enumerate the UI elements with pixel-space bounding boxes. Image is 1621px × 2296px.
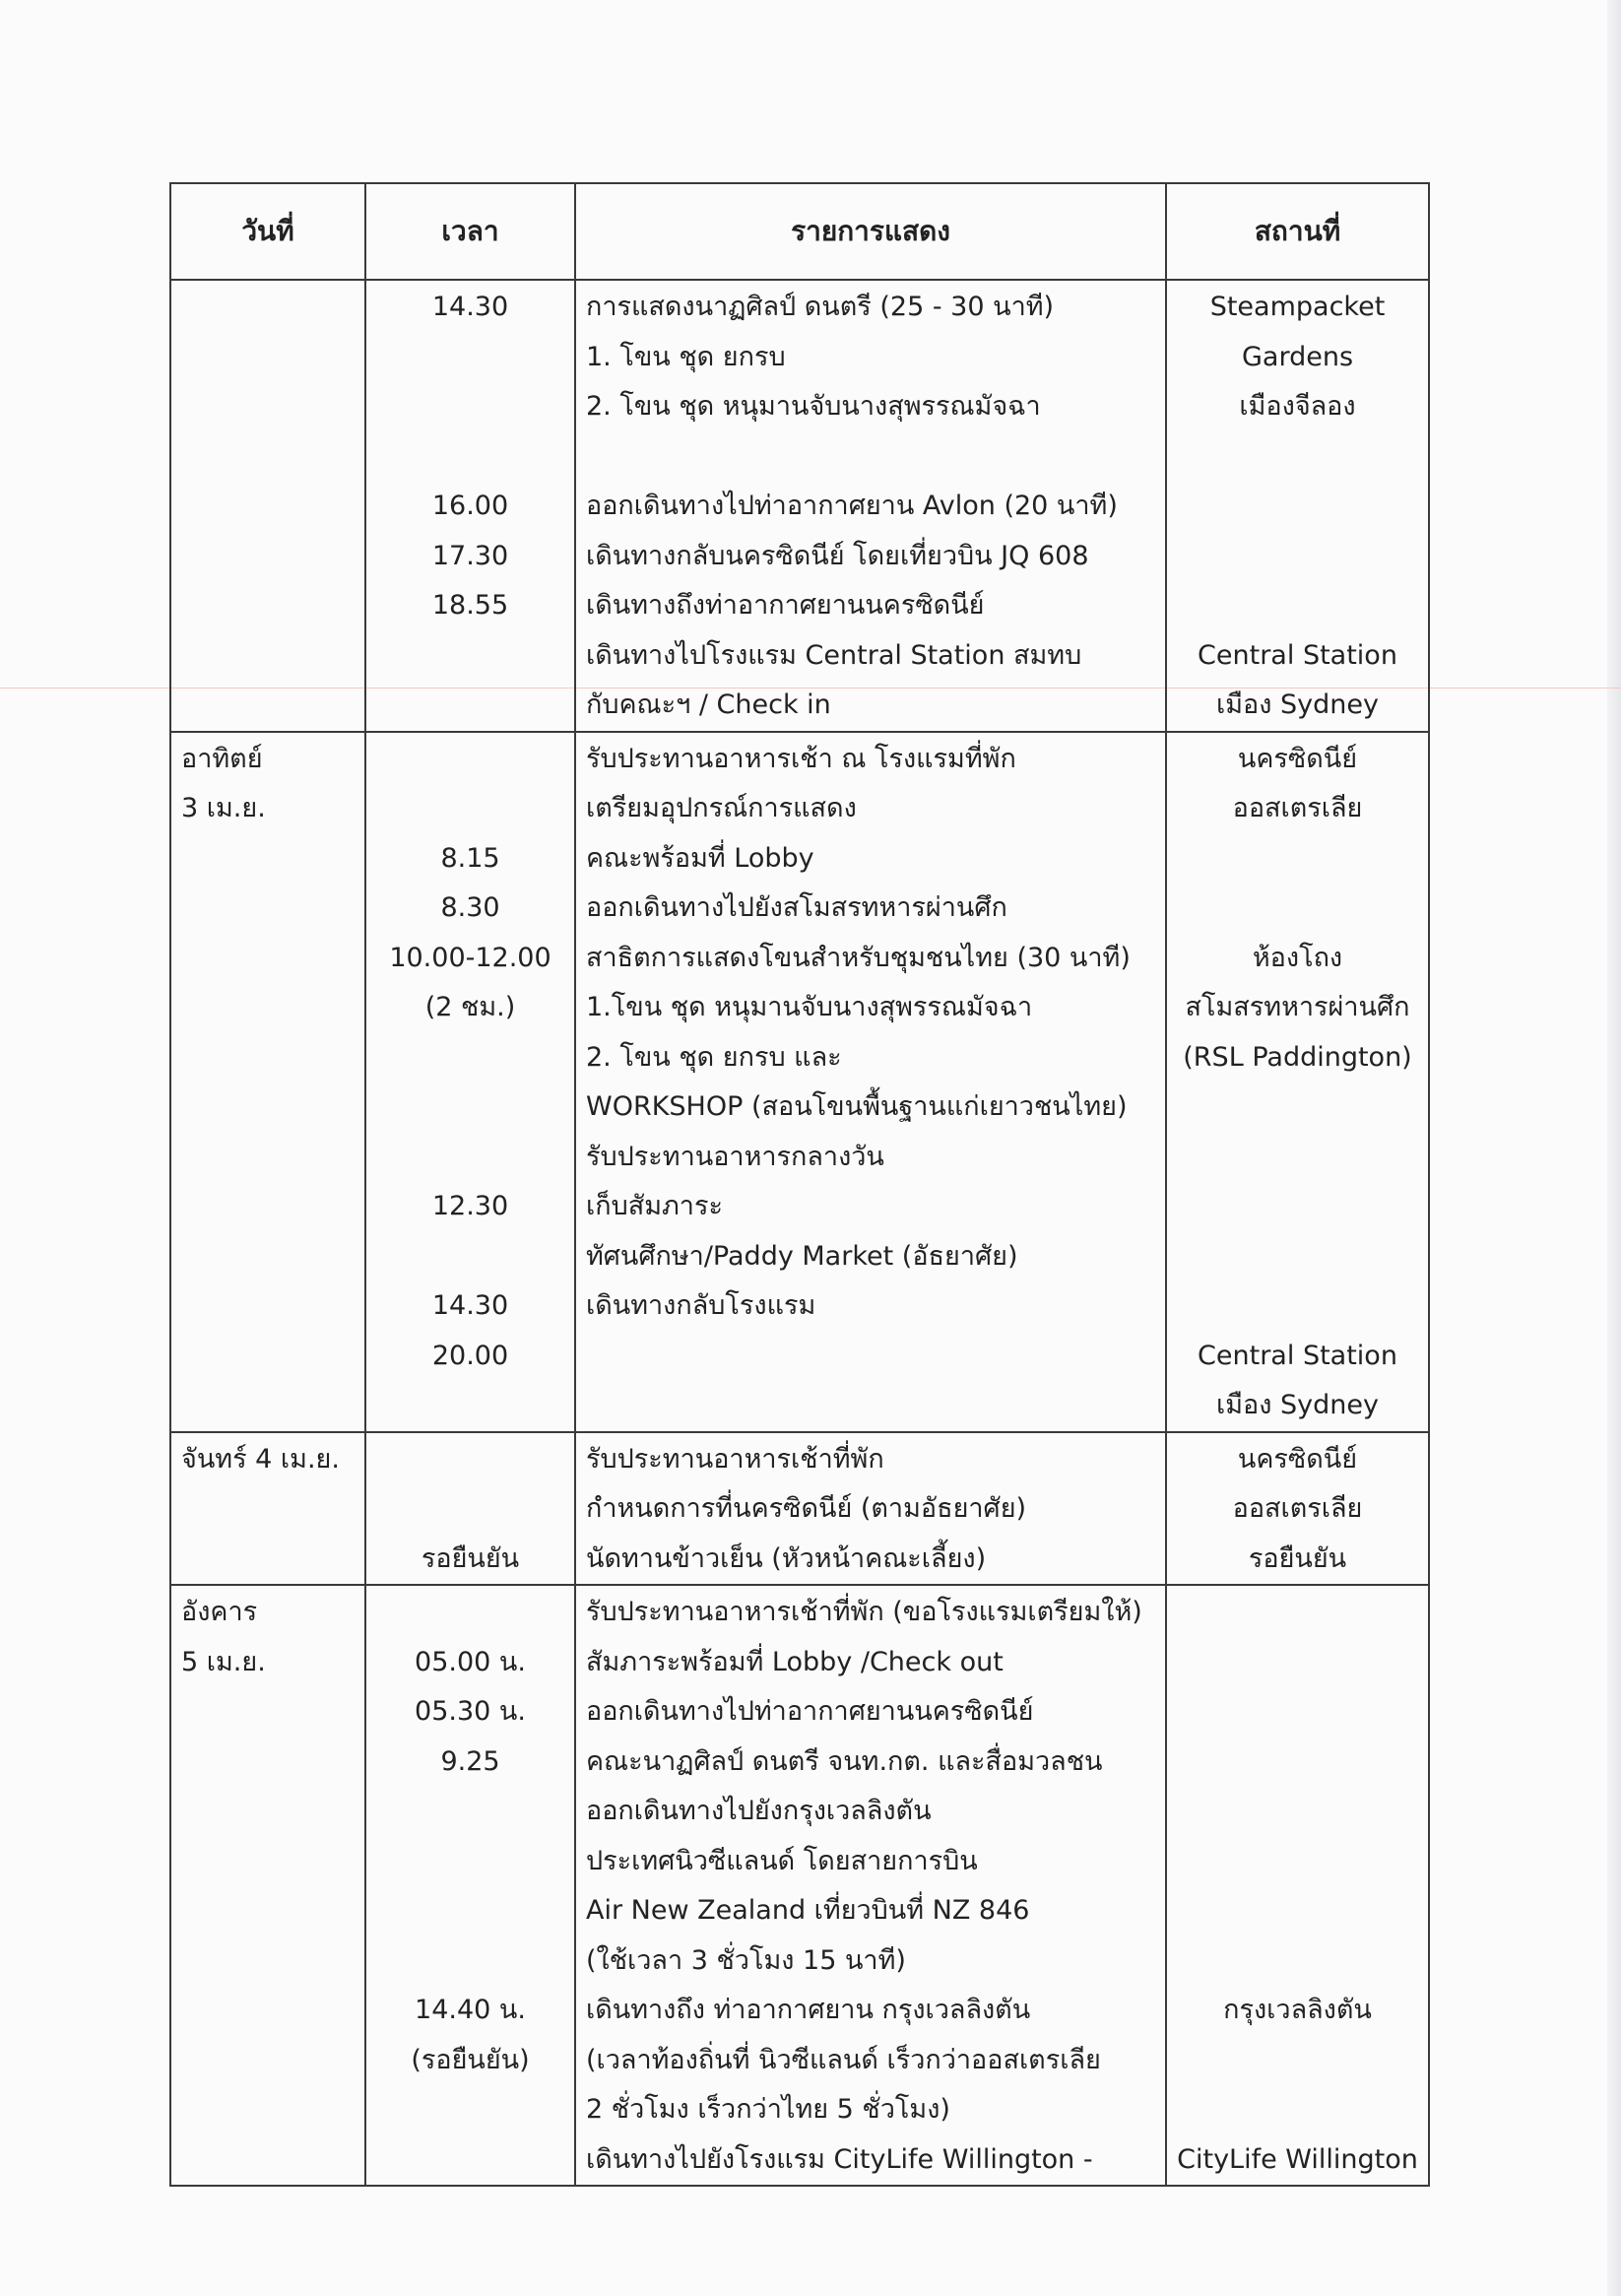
date-lines bbox=[171, 733, 364, 1431]
place-line bbox=[1167, 1638, 1428, 1688]
time-line bbox=[366, 681, 574, 731]
time-line bbox=[366, 1435, 574, 1485]
date-line bbox=[171, 1133, 364, 1183]
item-line: ออกเดินทางไปท่าอากาศยาน Avlon (20 นาที) bbox=[586, 491, 1118, 521]
cell-date bbox=[170, 1585, 365, 2186]
time-line: (2 ชม.) bbox=[424, 992, 516, 1022]
item-line: WORKSHOP (สอนโขนพื้นฐานแก่เยาวชนไทย) bbox=[586, 1091, 1128, 1122]
place-line bbox=[1167, 1837, 1428, 1887]
cell-time bbox=[365, 1585, 575, 2186]
item-line: ออกเดินทางไปยังกรุงเวลลิงตัน bbox=[586, 1796, 932, 1826]
item-lines bbox=[576, 1586, 1165, 2185]
date-line bbox=[171, 1936, 364, 1987]
time-line bbox=[366, 2135, 574, 2186]
date-line bbox=[171, 532, 364, 582]
item-line: 2. โขน ชุด ยกรบ และ bbox=[586, 1041, 842, 1073]
item-line: ออกเดินทางไปยังสโมสรทหารผ่านศึก bbox=[586, 892, 1007, 923]
place-line bbox=[1167, 1281, 1428, 1332]
item-line: รับประทานอาหารกลางวัน bbox=[586, 1141, 884, 1172]
place-line bbox=[1167, 1232, 1428, 1282]
time-line bbox=[366, 1886, 574, 1936]
place-line bbox=[1167, 884, 1428, 934]
date-line bbox=[171, 482, 364, 532]
time-lines bbox=[366, 1433, 574, 1585]
time-line bbox=[366, 784, 574, 834]
header-item: รายการแสดง bbox=[575, 183, 1166, 280]
place-line: Central Station bbox=[1198, 639, 1397, 671]
date-line bbox=[171, 333, 364, 383]
time-line: 14.30 bbox=[431, 1290, 509, 1321]
place-line: รอยืนยัน bbox=[1248, 1542, 1347, 1574]
place-line bbox=[1167, 1738, 1428, 1788]
item-lines bbox=[576, 281, 1165, 731]
place-line: ห้องโถง bbox=[1252, 942, 1343, 973]
date-line: 5 เม.ย. bbox=[181, 1646, 266, 1677]
place-line: (RSL Paddington) bbox=[1183, 1041, 1412, 1073]
date-line bbox=[171, 382, 364, 432]
date-line bbox=[171, 1886, 364, 1936]
cell-time bbox=[365, 732, 575, 1432]
date-line bbox=[171, 1381, 364, 1431]
time-line bbox=[366, 631, 574, 682]
item-line bbox=[576, 1332, 1165, 1382]
item-line: ทัศนศึกษา/Paddy Market (อัธยาศัย) bbox=[586, 1240, 1018, 1272]
item-line: 1.โขน ชุด หนุมานจับนางสุพรรณมัจฉา bbox=[586, 992, 1033, 1022]
place-line bbox=[1167, 1687, 1428, 1738]
item-lines bbox=[576, 733, 1165, 1431]
time-line: 8.30 bbox=[440, 892, 500, 923]
time-line bbox=[366, 2085, 574, 2135]
place-line bbox=[1167, 1133, 1428, 1183]
item-line: รับประทานอาหารเช้าที่พัก (ขอโรงแรมเตรียมให้) bbox=[586, 1597, 1142, 1627]
item-line: เดินทางไปโรงแรม Central Station สมทบ bbox=[586, 639, 1082, 671]
time-line: 14.40 น. bbox=[415, 1995, 526, 2025]
place-line bbox=[1167, 1082, 1428, 1133]
time-line: 17.30 bbox=[431, 540, 509, 571]
place-line: นครซิดนีย์ bbox=[1237, 743, 1358, 774]
date-line bbox=[171, 1232, 364, 1282]
place-line: นครซิดนีย์ bbox=[1237, 1443, 1358, 1475]
time-line bbox=[366, 1232, 574, 1282]
place-line bbox=[1167, 2085, 1428, 2135]
place-line: ออสเตรเลีย bbox=[1232, 793, 1363, 823]
item-line: เดินทางไปยังโรงแรม CityLife Willington - bbox=[586, 2143, 1093, 2175]
cell-item bbox=[575, 1585, 1166, 2186]
item-line: (เวลาท้องถิ่นที่ นิวซีแลนด์ เร็วกว่าออสเตรเลีย bbox=[586, 2044, 1101, 2075]
place-line: กรุงเวลลิงตัน bbox=[1223, 1995, 1372, 2025]
place-line bbox=[1167, 432, 1428, 483]
date-line bbox=[171, 2036, 364, 2086]
time-line bbox=[366, 1936, 574, 1987]
time-lines bbox=[366, 281, 574, 731]
date-line: 3 เม.ย. bbox=[181, 793, 266, 823]
place-line: CityLife Willington bbox=[1177, 2143, 1418, 2175]
place-line bbox=[1167, 581, 1428, 631]
time-line bbox=[366, 1381, 574, 1431]
time-line bbox=[366, 1837, 574, 1887]
date-line bbox=[171, 884, 364, 934]
item-line: 1. โขน ชุด ยกรบ bbox=[586, 341, 786, 372]
time-line bbox=[366, 432, 574, 483]
item-line: ออกเดินทางไปท่าอากาศยานนครซิดนีย์ bbox=[586, 1696, 1034, 1727]
item-line: Air New Zealand เที่ยวบินที่ NZ 846 bbox=[586, 1895, 1030, 1926]
item-line: 2 ชั่วโมง เร็วกว่าไทย 5 ชั่วโมง) bbox=[586, 2094, 950, 2125]
schedule-row bbox=[170, 280, 1429, 732]
item-line: รับประทานอาหารเช้าที่พัก bbox=[586, 1443, 884, 1475]
schedule-table bbox=[169, 182, 1430, 2187]
time-line: 8.15 bbox=[440, 842, 500, 874]
place-line: เมือง Sydney bbox=[1216, 1390, 1379, 1420]
time-line: (รอยืนยัน) bbox=[411, 2044, 530, 2075]
time-line: 16.00 bbox=[431, 491, 509, 521]
schedule-row bbox=[170, 1585, 1429, 2186]
item-line bbox=[576, 432, 1165, 483]
place-line bbox=[1167, 1787, 1428, 1837]
time-line bbox=[366, 1588, 574, 1638]
time-line: 9.25 bbox=[440, 1745, 500, 1777]
item-line: สาธิตการแสดงโขนสำหรับชุมชนไทย (30 นาที) bbox=[586, 942, 1131, 973]
place-line bbox=[1167, 834, 1428, 885]
time-line bbox=[366, 1033, 574, 1083]
cell-item bbox=[575, 1432, 1166, 1586]
time-line: 14.30 bbox=[431, 292, 509, 322]
date-line bbox=[171, 1687, 364, 1738]
time-line: 18.55 bbox=[431, 590, 509, 621]
cell-place bbox=[1166, 1432, 1429, 1586]
place-line bbox=[1167, 1588, 1428, 1638]
cell-item bbox=[575, 732, 1166, 1432]
time-line: 10.00-12.00 bbox=[389, 942, 551, 973]
schedule-body bbox=[170, 280, 1429, 2186]
cell-date bbox=[170, 732, 365, 1432]
item-line: สัมภาระพร้อมที่ Lobby /Check out bbox=[586, 1646, 1004, 1677]
page-edge bbox=[1607, 0, 1621, 2296]
item-line: คณะพร้อมที่ Lobby bbox=[586, 842, 814, 874]
item-line: เก็บสัมภาระ bbox=[586, 1191, 723, 1221]
date-lines bbox=[171, 281, 364, 731]
header-time: เวลา bbox=[365, 183, 575, 280]
item-line: คณะนาฏศิลป์ ดนตรี จนท.กต. และสื่อมวลชน bbox=[586, 1745, 1103, 1777]
date-line bbox=[171, 631, 364, 682]
date-lines bbox=[171, 1433, 364, 1585]
date-line bbox=[171, 1986, 364, 2036]
date-line bbox=[171, 581, 364, 631]
date-line: อังคาร bbox=[181, 1597, 258, 1627]
place-line: เมือง Sydney bbox=[1216, 689, 1379, 720]
place-line: Steampacket bbox=[1209, 292, 1386, 322]
time-line bbox=[366, 735, 574, 785]
time-line bbox=[366, 1133, 574, 1183]
date-line: อาทิตย์ bbox=[181, 743, 263, 774]
place-line bbox=[1167, 532, 1428, 582]
item-line: กำหนดการที่นครซิดนีย์ (ตามอัธยาศัย) bbox=[586, 1493, 1027, 1524]
date-line: จันทร์ 4 เม.ย. bbox=[181, 1443, 340, 1475]
item-line bbox=[576, 1381, 1165, 1431]
time-line: 12.30 bbox=[431, 1191, 509, 1221]
time-lines bbox=[366, 1586, 574, 2185]
date-line bbox=[171, 1332, 364, 1382]
place-line: เมืองจีลอง bbox=[1239, 391, 1356, 422]
cell-time bbox=[365, 280, 575, 732]
item-line: การแสดงนาฏศิลป์ ดนตรี (25 - 30 นาที) bbox=[586, 292, 1055, 322]
date-line bbox=[171, 983, 364, 1033]
place-lines bbox=[1167, 1433, 1428, 1585]
item-line: รับประทานอาหารเช้า ณ โรงแรมที่พัก bbox=[586, 743, 1016, 774]
time-line: 05.30 น. bbox=[415, 1696, 526, 1727]
schedule-row bbox=[170, 732, 1429, 1432]
item-line: เดินทางถึง ท่าอากาศยาน กรุงเวลลิงตัน bbox=[586, 1995, 1031, 2025]
item-line: (ใช้เวลา 3 ชั่วโมง 15 นาที) bbox=[586, 1944, 906, 1976]
date-line bbox=[171, 1182, 364, 1232]
place-line: ออสเตรเลีย bbox=[1232, 1493, 1363, 1524]
date-line bbox=[171, 1738, 364, 1788]
date-line bbox=[171, 934, 364, 984]
time-line bbox=[366, 382, 574, 432]
time-line: 05.00 น. bbox=[415, 1646, 526, 1677]
place-lines bbox=[1167, 1586, 1428, 2185]
item-line: นัดทานข้าวเย็น (หัวหน้าคณะเลี้ยง) bbox=[586, 1542, 987, 1574]
item-line: เดินทางกลับโรงแรม bbox=[586, 1290, 816, 1321]
cell-place bbox=[1166, 732, 1429, 1432]
place-line bbox=[1167, 1936, 1428, 1987]
time-lines bbox=[366, 733, 574, 1431]
cell-place bbox=[1166, 1585, 1429, 2186]
item-line: เตรียมอุปกรณ์การแสดง bbox=[586, 793, 857, 823]
item-line: 2. โขน ชุด หนุมานจับนางสุพรรณมัจฉา bbox=[586, 391, 1041, 422]
place-line: Central Station bbox=[1198, 1340, 1397, 1371]
item-line: กับคณะฯ / Check in bbox=[586, 689, 831, 720]
date-line bbox=[171, 1281, 364, 1332]
place-lines bbox=[1167, 281, 1428, 731]
date-lines bbox=[171, 1586, 364, 2185]
date-line bbox=[171, 834, 364, 885]
date-line bbox=[171, 2135, 364, 2186]
cell-place bbox=[1166, 280, 1429, 732]
time-line bbox=[366, 1082, 574, 1133]
place-lines bbox=[1167, 733, 1428, 1431]
item-line: เดินทางถึงท่าอากาศยานนครซิดนีย์ bbox=[586, 590, 985, 621]
date-line bbox=[171, 1082, 364, 1133]
time-line: 20.00 bbox=[431, 1340, 509, 1371]
header-place: สถานที่ bbox=[1166, 183, 1429, 280]
place-line: Gardens bbox=[1241, 341, 1354, 372]
place-line bbox=[1167, 2036, 1428, 2086]
place-line bbox=[1167, 1886, 1428, 1936]
date-line bbox=[171, 1787, 364, 1837]
time-line bbox=[366, 1787, 574, 1837]
cell-time bbox=[365, 1432, 575, 1586]
date-line bbox=[171, 1033, 364, 1083]
cell-date bbox=[170, 280, 365, 732]
date-line bbox=[171, 681, 364, 731]
time-line bbox=[366, 333, 574, 383]
time-line bbox=[366, 1484, 574, 1535]
schedule-row bbox=[170, 1432, 1429, 1586]
date-line bbox=[171, 283, 364, 333]
header-date: วันที่ bbox=[170, 183, 365, 280]
date-line bbox=[171, 1535, 364, 1585]
header-row bbox=[170, 183, 1429, 280]
item-line: เดินทางกลับนครซิดนีย์ โดยเที่ยวบิน JQ 608 bbox=[586, 540, 1089, 571]
time-line: รอยืนยัน bbox=[421, 1542, 520, 1574]
date-line bbox=[171, 1484, 364, 1535]
place-line bbox=[1167, 1182, 1428, 1232]
date-line bbox=[171, 432, 364, 483]
date-line bbox=[171, 1837, 364, 1887]
place-line: สโมสรทหารผ่านศึก bbox=[1185, 992, 1410, 1022]
cell-item bbox=[575, 280, 1166, 732]
place-line bbox=[1167, 482, 1428, 532]
item-lines bbox=[576, 1433, 1165, 1585]
cell-date bbox=[170, 1432, 365, 1586]
date-line bbox=[171, 2085, 364, 2135]
item-line: ประเทศนิวซีแลนด์ โดยสายการบิน bbox=[586, 1845, 978, 1876]
